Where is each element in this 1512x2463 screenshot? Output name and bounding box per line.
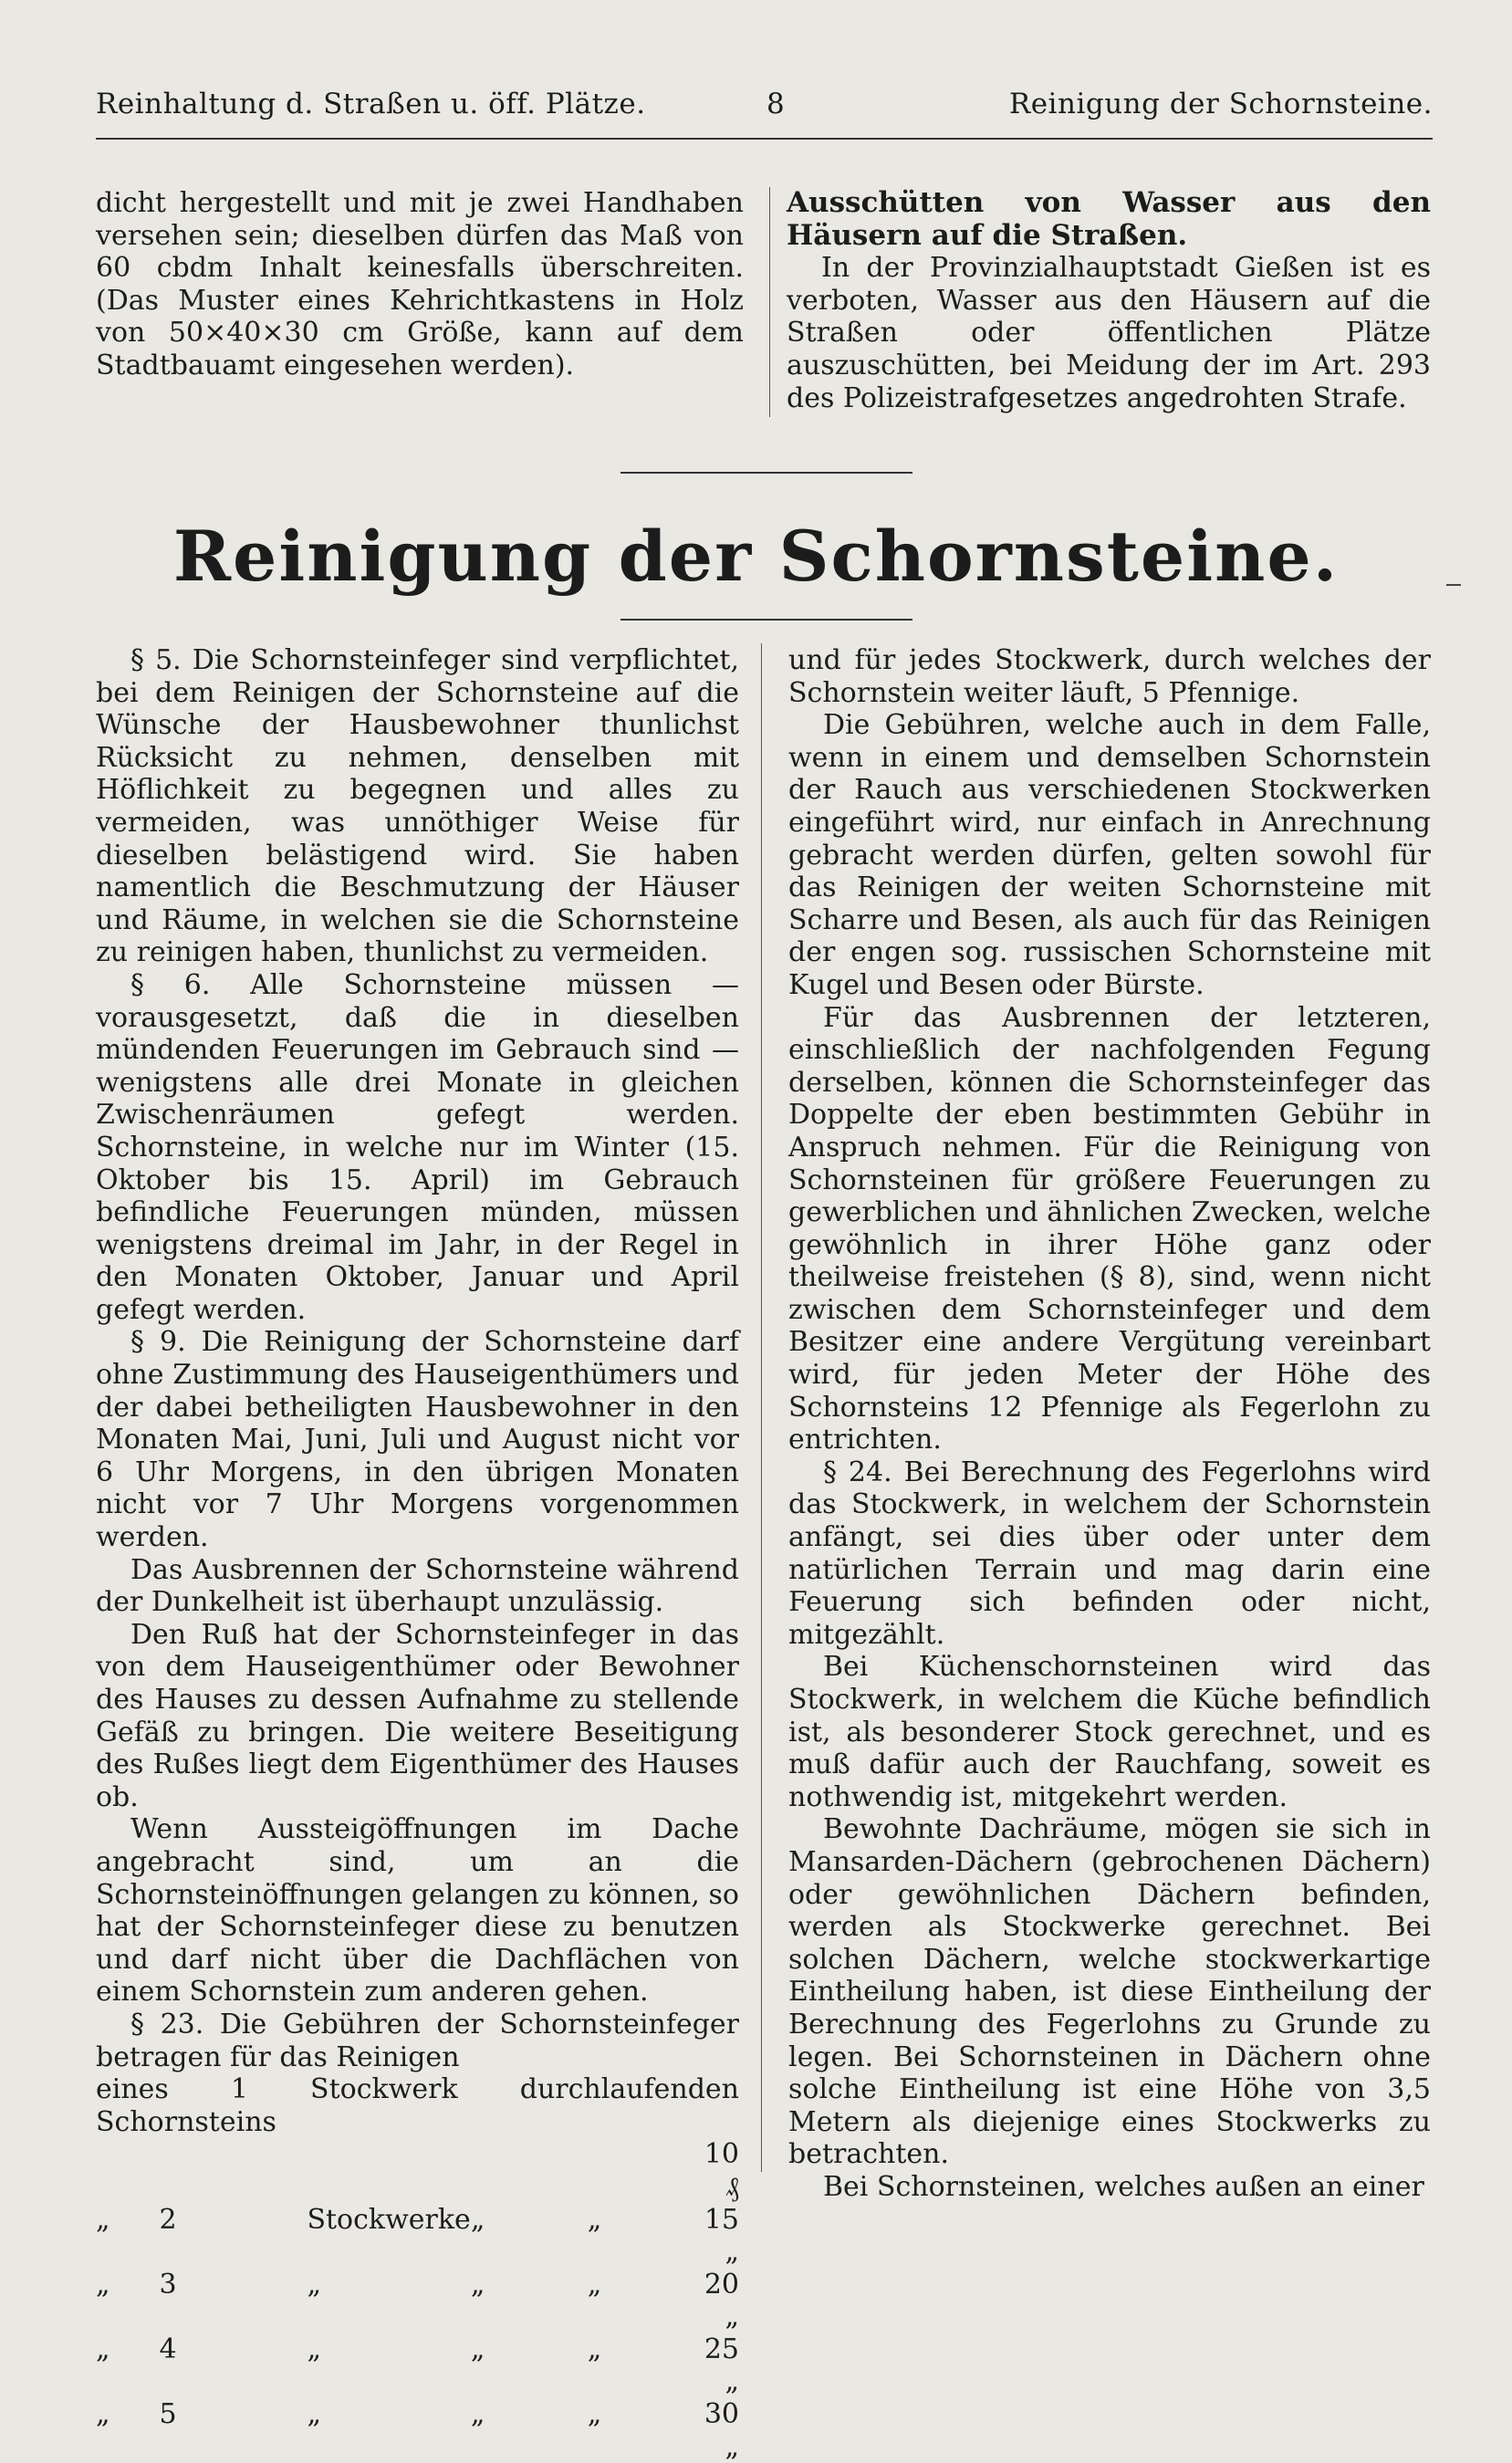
right-column bbox=[788, 644, 1431, 2204]
page-number: 8 bbox=[766, 88, 786, 120]
fee-price: 10 ₰ bbox=[704, 2138, 739, 2203]
fee-floors: 5 bbox=[159, 2398, 177, 2431]
fee-ditto: „ bbox=[96, 2398, 110, 2431]
paragraph-s24: § 24. Bei Berechnung des Fegerlohns wird das Stockwerk, in welchem der Schornstein anfängt, sei dies über oder unter dem natürlichen Terrain und mag darin eine Feuerung sich befinden oder nicht, mitgezählt. bbox=[788, 1456, 1431, 1651]
fee-price: 30 „ bbox=[704, 2398, 739, 2463]
paragraph-ausbrennen-letzteren: Für das Ausbrennen der letzteren, einschließlich der nachfolgenden Fegung derselben, können die Schornsteinfeger das Doppelte der eben bestimmten Gebühr in Anspruch nehmen. Für die Reinigung von Schornsteinen für größere Feuerungen zu gewerblichen und ähnlichen Zwecken, welche gewöhnlich in ihrer Höhe ganz oder theilweise freistehen (§ 8), sind, wenn nicht zwischen dem Schornsteinfeger und dem Besitzer eine andere Vergütung vereinbart wird, für jeden Meter der Höhe des Schornsteins 12 Pfennige als Fegerlohn zu entrichten. bbox=[788, 1001, 1432, 1456]
fee-ditto: „ bbox=[587, 2333, 602, 2365]
fee-price: 15 „ bbox=[704, 2203, 739, 2269]
fee-label: Stockwerke bbox=[307, 2203, 471, 2236]
running-head bbox=[96, 88, 1433, 128]
fee-floors: 3 bbox=[159, 2268, 177, 2301]
fee-floors bbox=[159, 2138, 307, 2203]
column-divider-top bbox=[769, 187, 770, 417]
fee-ditto: „ bbox=[470, 2333, 485, 2365]
fee-label: „ bbox=[307, 2268, 321, 2301]
fee-label: „ bbox=[307, 2333, 321, 2365]
fee-ditto: „ bbox=[587, 2268, 602, 2301]
header-rule bbox=[96, 138, 1433, 140]
column-divider bbox=[761, 643, 762, 2172]
continued-paragraph: dicht hergestellt und mit je zwei Handhaben versehen sein; dieselben dürfen das Maß von 60 cbdm Inhalt keinesfalls überschreiten. (Das Muster eines Kehrichtkastens in Holz von 50×40×30 cm Größe, kann auf dem Stadtbauamt eingesehen werden). bbox=[96, 187, 744, 381]
fee-label: „ bbox=[307, 2398, 321, 2431]
section-subheading: Ausschütten von Wasser aus den Häusern auf die Straßen. bbox=[787, 186, 1431, 252]
fee-row bbox=[96, 2138, 739, 2203]
running-head-left: Reinhaltung d. Straßen u. öff. Plätze. bbox=[96, 88, 646, 120]
fee-intro: eines 1 Stockwerk durchlaufenden Schornsteins bbox=[96, 2073, 739, 2138]
fee-ditto bbox=[588, 2138, 704, 2203]
paragraph-ausbrennen: Das Ausbrennen der Schornsteine während der Dunkelheit ist überhaupt unzulässig. bbox=[96, 1553, 739, 1619]
fee-ditto: „ bbox=[470, 2203, 485, 2236]
fee-table bbox=[96, 2138, 739, 2463]
left-column bbox=[96, 644, 739, 2463]
paragraph-aussteig: Wenn Aussteigöffnungen im Dache angebracht sind, um an die Schornsteinöffnungen gelangen zu können, so hat der Schornsteinfeger diese zu benutzen und darf nicht über die Dachflächen von einem Schornstein zum anderen gehen. bbox=[96, 1813, 739, 2009]
fee-ditto: „ bbox=[470, 2268, 485, 2301]
paragraph-s23: § 23. Die Gebühren der Schornsteinfeger betragen für das Reinigen bbox=[96, 2008, 739, 2073]
paragraph-aussen: Bei Schornsteinen, welches außen an einer bbox=[823, 2170, 1424, 2203]
running-head-right: Reinigung der Schornsteine. bbox=[1008, 88, 1433, 120]
fee-row bbox=[96, 2398, 739, 2463]
fee-row bbox=[96, 2269, 739, 2333]
top-left-column bbox=[96, 187, 744, 382]
margin-mark bbox=[1446, 584, 1461, 586]
title-rule-bottom bbox=[620, 619, 912, 621]
paragraph-kuechen: Bei Küchenschornsteinen wird das Stockwerk, in welchem die Küche befindlich ist, als besonderer Stock gerechnet, und es muß dafür auch der Rauchfang, soweit es nothwendig ist, mitgekehrt werden. bbox=[788, 1651, 1431, 1813]
fee-ditto: „ bbox=[587, 2203, 602, 2236]
fee-ditto: „ bbox=[96, 2268, 110, 2301]
fee-ditto: „ bbox=[96, 2203, 110, 2236]
paragraph-gebuehren: Die Gebühren, welche auch in dem Falle, wenn in einem und demselben Schornstein der Rauch aus verschiedenen Stockwerken eingeführt wird, nur einfach in Anrechnung gebracht werden dürfen, gelten sowohl für das Reinigen der weiten Schornsteine mit Scharre und Besen, als auch für das Reinigen der engen sog. russischen Schornsteine mit Kugel und Besen oder Bürste. bbox=[788, 709, 1431, 1001]
paragraph-dachraeume: Bewohnte Dachräume, mögen sie sich in Mansarden-Dächern (gebrochenen Dächern) oder gewöhnlichen Dächern befinden, werden als Stockwerke gerechnet. Bei solchen Dächern, welche stockwerkartige Eintheilung haben, ist diese Eintheilung der Berechnung des Fegerlohns zu Grunde zu legen. Bei Schornsteinen in Dächern ohne solche Eintheilung ist eine Höhe von 3,5 Metern als diejenige eines Stockwerks zu betrachten. bbox=[788, 1813, 1431, 2171]
fee-ditto bbox=[96, 2138, 159, 2203]
title-rule-top bbox=[620, 472, 912, 474]
fee-floors: 2 bbox=[159, 2203, 177, 2236]
fee-ditto: „ bbox=[470, 2398, 485, 2431]
paragraph-s9: § 9. Die Reinigung der Schornsteine darf ohne Zustimmung des Hauseigenthümers und der dabei betheiligten Hausbewohner in den Monaten Mai, Juni, Juli und August nicht vor 6 Uhr Morgens, in den übrigen Monaten nicht vor 7 Uhr Morgens vorgenommen werden. bbox=[96, 1326, 739, 1554]
top-right-column bbox=[787, 187, 1431, 414]
fee-ditto: „ bbox=[96, 2333, 110, 2365]
fee-ditto: „ bbox=[587, 2398, 602, 2431]
section-paragraph: In der Provinzialhauptstadt Gießen ist es verboten, Wasser aus den Häusern auf die Straßen oder öffentlichen Plätze auszuschütten, bei Meidung der im Art. 293 des Polizeistrafgesetzes angedrohten Strafe. bbox=[787, 252, 1431, 414]
fee-floors: 4 bbox=[159, 2333, 177, 2365]
paragraph-continued: und für jedes Stockwerk, durch welches der Schornstein weiter läuft, 5 Pfennige. bbox=[788, 644, 1431, 709]
paragraph-russ: Den Ruß hat der Schornsteinfeger in das von dem Hauseigenthümer oder Bewohner des Hauses zu dessen Aufnahme zu stellende Gefäß zu bringen. Die weitere Beseitigung des Rußes liegt dem Eigenthümer des Hauses ob. bbox=[96, 1618, 739, 1813]
section-title: Reinigung der Schornsteine. bbox=[172, 516, 1340, 597]
fee-row bbox=[96, 2333, 739, 2398]
fee-row bbox=[96, 2204, 739, 2269]
fee-price: 20 „ bbox=[704, 2268, 739, 2333]
fee-ditto bbox=[471, 2138, 588, 2203]
paragraph-s6: § 6. Alle Schornsteine müssen — vorausgesetzt, daß die in dieselben mündenden Feuerungen im Gebrauch sind — wenigstens alle drei Monate in gleichen Zwischenräumen gefegt werden. Schornsteine, in welche nur im Winter (15. Oktober bis 15. April) im Gebrauch befindliche Feuerungen münden, müssen wenigstens dreimal im Jahr, in der Regel in den Monaten Oktober, Januar und April gefegt werden. bbox=[96, 968, 739, 1326]
fee-price: 25 „ bbox=[704, 2333, 739, 2398]
paragraph-s5: § 5. Die Schornsteinfeger sind verpflichtet, bei dem Reinigen der Schornsteine auf die Wünsche der Hausbewohner thunlichst Rücksicht zu nehmen, denselben mit Höflichkeit zu begegnen und alles zu vermeiden, was unnöthiger Weise für dieselben belästigend wird. Sie haben namentlich die Beschmutzung der Häuser und Räume, in welchen sie die Schornsteine zu reinigen haben, thunlichst zu vermeiden. bbox=[96, 644, 739, 969]
fee-label bbox=[307, 2138, 470, 2203]
